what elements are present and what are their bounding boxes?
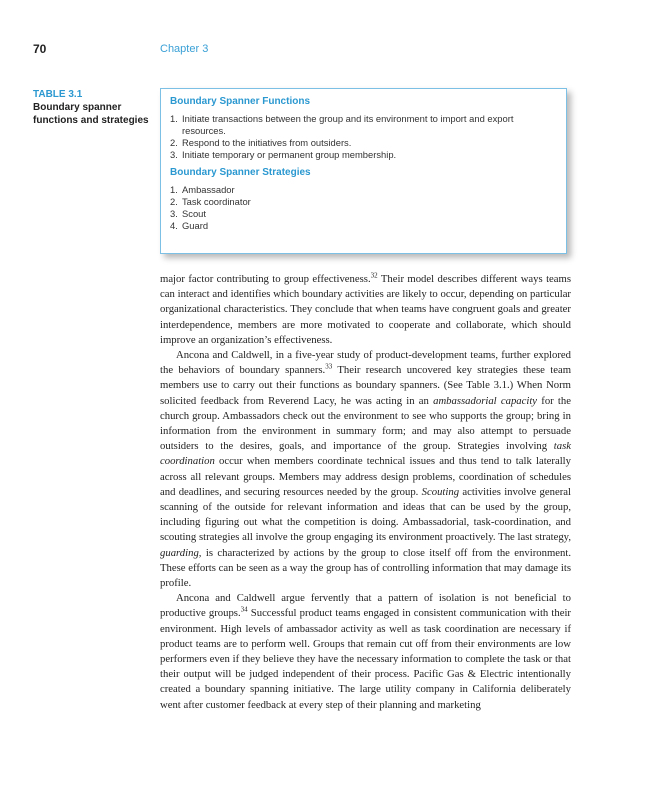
text-run: Their research uncovered key strategies these team members use to carry out their functions as boundary spanners. (See Table 3.1.) When Norm solicited feedback from Reverend Lacy, he was acting in an bbox=[160, 364, 572, 407]
list-item bbox=[170, 149, 558, 161]
list-item bbox=[170, 184, 558, 196]
strategies-list bbox=[170, 184, 558, 232]
text-run: Successful product teams engaged in consistent communication with their environment. High levels of ambassador activity as well as task coordination are necessary if product teams are to perform well. Groups that remain cut off from their environments are low performers even if they believe they have the necessary information to complete the task or that their output will be judged independent of their process. Pacific Gas & Electric intentionally created a boundary spanning initiative. The large utility company in California deliberately went after customer feedback at every step of their planning and marketing bbox=[160, 607, 571, 711]
table-caption: Boundary spanner functions and strategies bbox=[33, 102, 149, 126]
item-text: Initiate transactions between the group and its environment to import and export resources. bbox=[182, 113, 514, 136]
item-text: Initiate temporary or permanent group membership. bbox=[182, 149, 397, 160]
page-number: 70 bbox=[33, 42, 47, 56]
text-run: major factor contributing to group effectiveness. bbox=[160, 273, 371, 285]
chapter-label: Chapter 3 bbox=[160, 43, 209, 55]
list-item bbox=[170, 196, 558, 208]
citation-ref: 32 bbox=[370, 271, 378, 280]
list-item bbox=[170, 137, 558, 149]
text-run: occur when members coordinate technical issues and thus tend to talk laterally across all relevant groups. Members may address design problems, coordination of schedules and deadlines, and securing resources needed by the group. bbox=[160, 455, 571, 498]
item-number: 1. bbox=[170, 184, 178, 195]
item-text: Guard bbox=[182, 220, 209, 231]
emphasis-text: guarding, bbox=[160, 546, 202, 559]
text-run: Their model describes different ways teams can interact and identifies which boundary activities are likely to occur, depending on particular organizational characteristics. They conclude that when teams have congruent goals and greater interdependence, members are more motivated to cooperate and collaborate, which should improve an organization’s effectiveness. bbox=[160, 273, 571, 346]
list-item bbox=[170, 220, 558, 232]
item-number: 2. bbox=[170, 196, 178, 207]
item-number: 4. bbox=[170, 220, 178, 231]
emphasis-text: task coordination bbox=[160, 440, 571, 468]
strategies-heading: Boundary Spanner Strategies bbox=[170, 167, 311, 178]
item-number: 2. bbox=[170, 137, 178, 148]
item-number: 1. bbox=[170, 113, 178, 124]
emphasis-text: Scouting bbox=[421, 485, 460, 498]
paragraph bbox=[160, 272, 571, 348]
boundary-spanner-table bbox=[160, 88, 567, 254]
emphasis-text: ambassadorial capacity bbox=[433, 394, 538, 407]
list-item bbox=[170, 113, 558, 137]
table-label bbox=[33, 88, 158, 127]
functions-heading: Boundary Spanner Functions bbox=[170, 96, 311, 107]
text-run: is characterized by actions by the group to close itself off from the environment. These efforts can be seen as a way the group has of controlling information that may damage its profile. bbox=[160, 546, 571, 590]
paragraph bbox=[160, 591, 571, 713]
functions-list bbox=[170, 113, 558, 161]
text-run: activities involve general scanning of the outside for relevant information and ideas that can be used by the group, including figuring out what the competition is doing. Ambassadorial, task-coordination, and scouting strategies all involve the group engaging its environment proactively. The last strategy, bbox=[160, 485, 571, 544]
item-text: Ambassador bbox=[182, 184, 235, 195]
text-run: Ancona and Caldwell, in a five-year study of product-development teams, further explored the behaviors of boundary spanners. bbox=[160, 349, 571, 377]
table-number: TABLE 3.1 bbox=[33, 89, 83, 100]
paragraph bbox=[160, 348, 571, 591]
text-run: Ancona and Caldwell argue fervently that a pattern of isolation is not beneficial to productive groups. bbox=[160, 592, 571, 620]
item-number: 3. bbox=[170, 208, 178, 219]
list-item bbox=[170, 208, 558, 220]
citation-ref: 33 bbox=[325, 362, 333, 371]
item-text: Task coordinator bbox=[182, 196, 251, 207]
item-text: Respond to the initiatives from outsiders. bbox=[182, 137, 352, 148]
item-text: Scout bbox=[182, 208, 206, 219]
citation-ref: 34 bbox=[240, 605, 248, 614]
item-number: 3. bbox=[170, 149, 178, 160]
text-run: for the church group. Ambassadors check out the environment to see who supports the group; bring in information from the environment in summary form; and may also attempt to persuade outsiders to the desires, goals, and importance of the group. Strategies involving bbox=[160, 394, 571, 453]
body-text bbox=[160, 272, 571, 713]
